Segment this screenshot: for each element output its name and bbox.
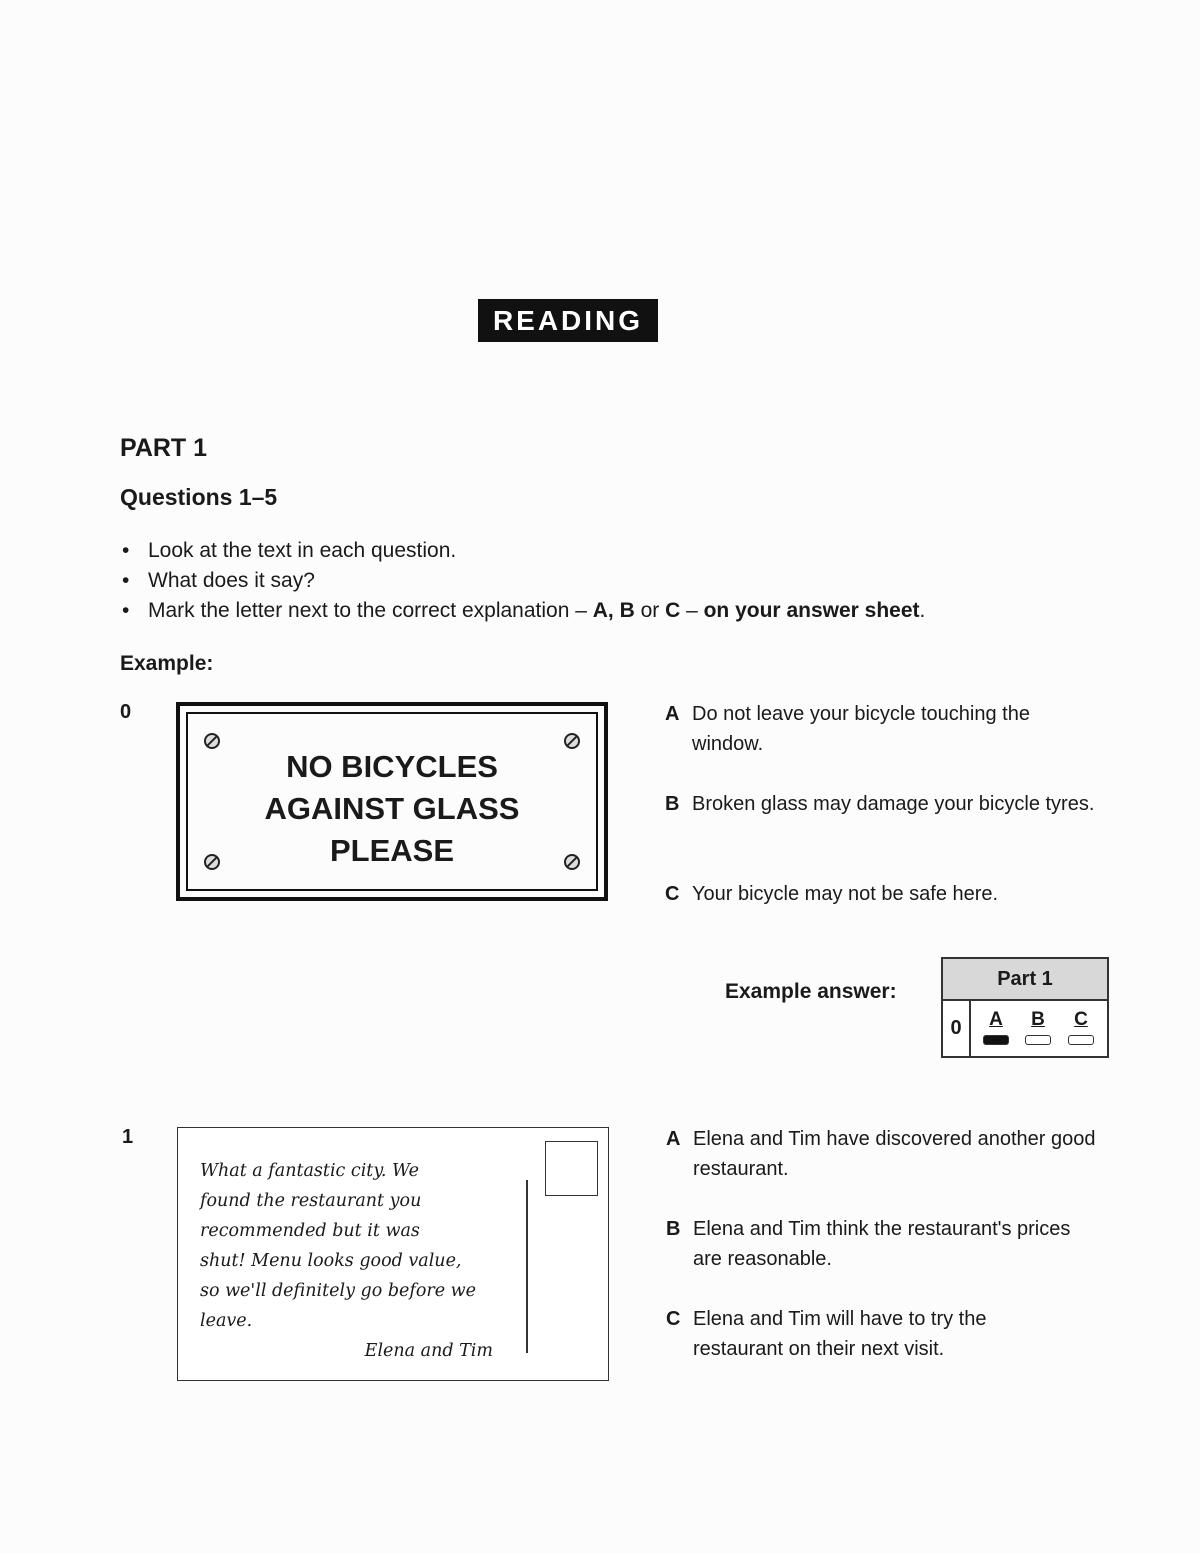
answer-lozenge bbox=[1068, 1035, 1094, 1045]
answer-option-b bbox=[1024, 1009, 1052, 1045]
postcard bbox=[177, 1127, 609, 1381]
option-letter: A bbox=[666, 1128, 681, 1150]
example-answer-label: Example answer: bbox=[725, 980, 897, 1003]
answer-letter: B bbox=[1031, 1009, 1045, 1030]
instruction-item: • What does it say? bbox=[120, 566, 925, 596]
answer-lozenge bbox=[1025, 1035, 1051, 1045]
postcard-signature: Elena and Tim bbox=[364, 1341, 493, 1361]
option-c bbox=[665, 879, 1125, 909]
instruction-item: • Look at the text in each question. bbox=[120, 536, 925, 566]
part-title: PART 1 bbox=[120, 434, 208, 462]
postcard-line: What a fantastic city. We bbox=[200, 1161, 419, 1181]
option-text: Broken glass may damage your bicycle tyres. bbox=[692, 793, 1095, 815]
instruction-text: – bbox=[680, 599, 704, 622]
option-letter: C bbox=[666, 1308, 681, 1330]
answer-option-c bbox=[1067, 1009, 1095, 1045]
postcard-line: so we'll definitely go before we bbox=[200, 1281, 477, 1301]
option-text: Your bicycle may not be safe here. bbox=[692, 883, 999, 905]
reading-banner: READING bbox=[478, 299, 658, 342]
option-letter: B bbox=[665, 793, 680, 815]
postcard-line: shut! Menu looks good value, bbox=[200, 1251, 462, 1271]
answer-box-header: Part 1 bbox=[943, 959, 1107, 1001]
answer-letter: C bbox=[1074, 1009, 1088, 1030]
sign-line: AGAINST GLASS bbox=[264, 791, 520, 826]
question-number: 1 bbox=[122, 1126, 134, 1148]
postcard-line: found the restaurant you bbox=[200, 1191, 422, 1211]
option-text: Elena and Tim think the restaurant's prices are reasonable. bbox=[693, 1218, 1071, 1270]
instructions-list bbox=[120, 536, 925, 626]
sign-text bbox=[188, 746, 596, 872]
sign-line: NO BICYCLES bbox=[286, 749, 498, 784]
option-c bbox=[666, 1304, 1126, 1364]
instruction-answer-sheet: on your answer sheet bbox=[703, 599, 920, 622]
option-a bbox=[666, 1124, 1126, 1184]
instruction-text: . bbox=[919, 599, 926, 622]
sign-line: PLEASE bbox=[329, 833, 455, 868]
option-text: Elena and Tim will have to try the restaurant on their next visit. bbox=[693, 1308, 987, 1360]
option-text: Elena and Tim have discovered another good restaurant. bbox=[693, 1128, 1096, 1180]
example-number: 0 bbox=[120, 701, 132, 723]
option-letter: A bbox=[665, 703, 680, 725]
answer-row-number: 0 bbox=[943, 1001, 971, 1056]
option-text: Do not leave your bicycle touching the window. bbox=[692, 703, 1030, 755]
example-answer-box bbox=[941, 957, 1109, 1058]
option-a bbox=[665, 699, 1125, 759]
example-sign bbox=[176, 702, 608, 901]
postcard-divider bbox=[526, 1180, 528, 1353]
instruction-text: Mark the letter next to the correct explanation – bbox=[148, 599, 593, 622]
instruction-text: or bbox=[634, 599, 666, 622]
answer-lozenge-filled bbox=[983, 1035, 1009, 1045]
questions-title: Questions 1–5 bbox=[120, 484, 278, 510]
postcard-line: leave. bbox=[200, 1311, 253, 1331]
option-letter: B bbox=[666, 1218, 681, 1240]
instruction-letters: A, B bbox=[592, 599, 635, 622]
option-b bbox=[666, 1214, 1126, 1274]
answer-option-a bbox=[982, 1009, 1010, 1045]
postcard-line: recommended but it was bbox=[200, 1221, 420, 1241]
answer-letter: A bbox=[989, 1009, 1003, 1030]
sign-inner-border bbox=[186, 712, 598, 891]
stamp-box bbox=[545, 1141, 598, 1196]
instruction-item bbox=[120, 596, 925, 626]
option-b bbox=[665, 789, 1125, 819]
example-label: Example: bbox=[120, 652, 214, 675]
option-letter: C bbox=[665, 883, 680, 905]
instruction-letter-c: C bbox=[665, 599, 681, 622]
postcard-message bbox=[200, 1156, 500, 1336]
